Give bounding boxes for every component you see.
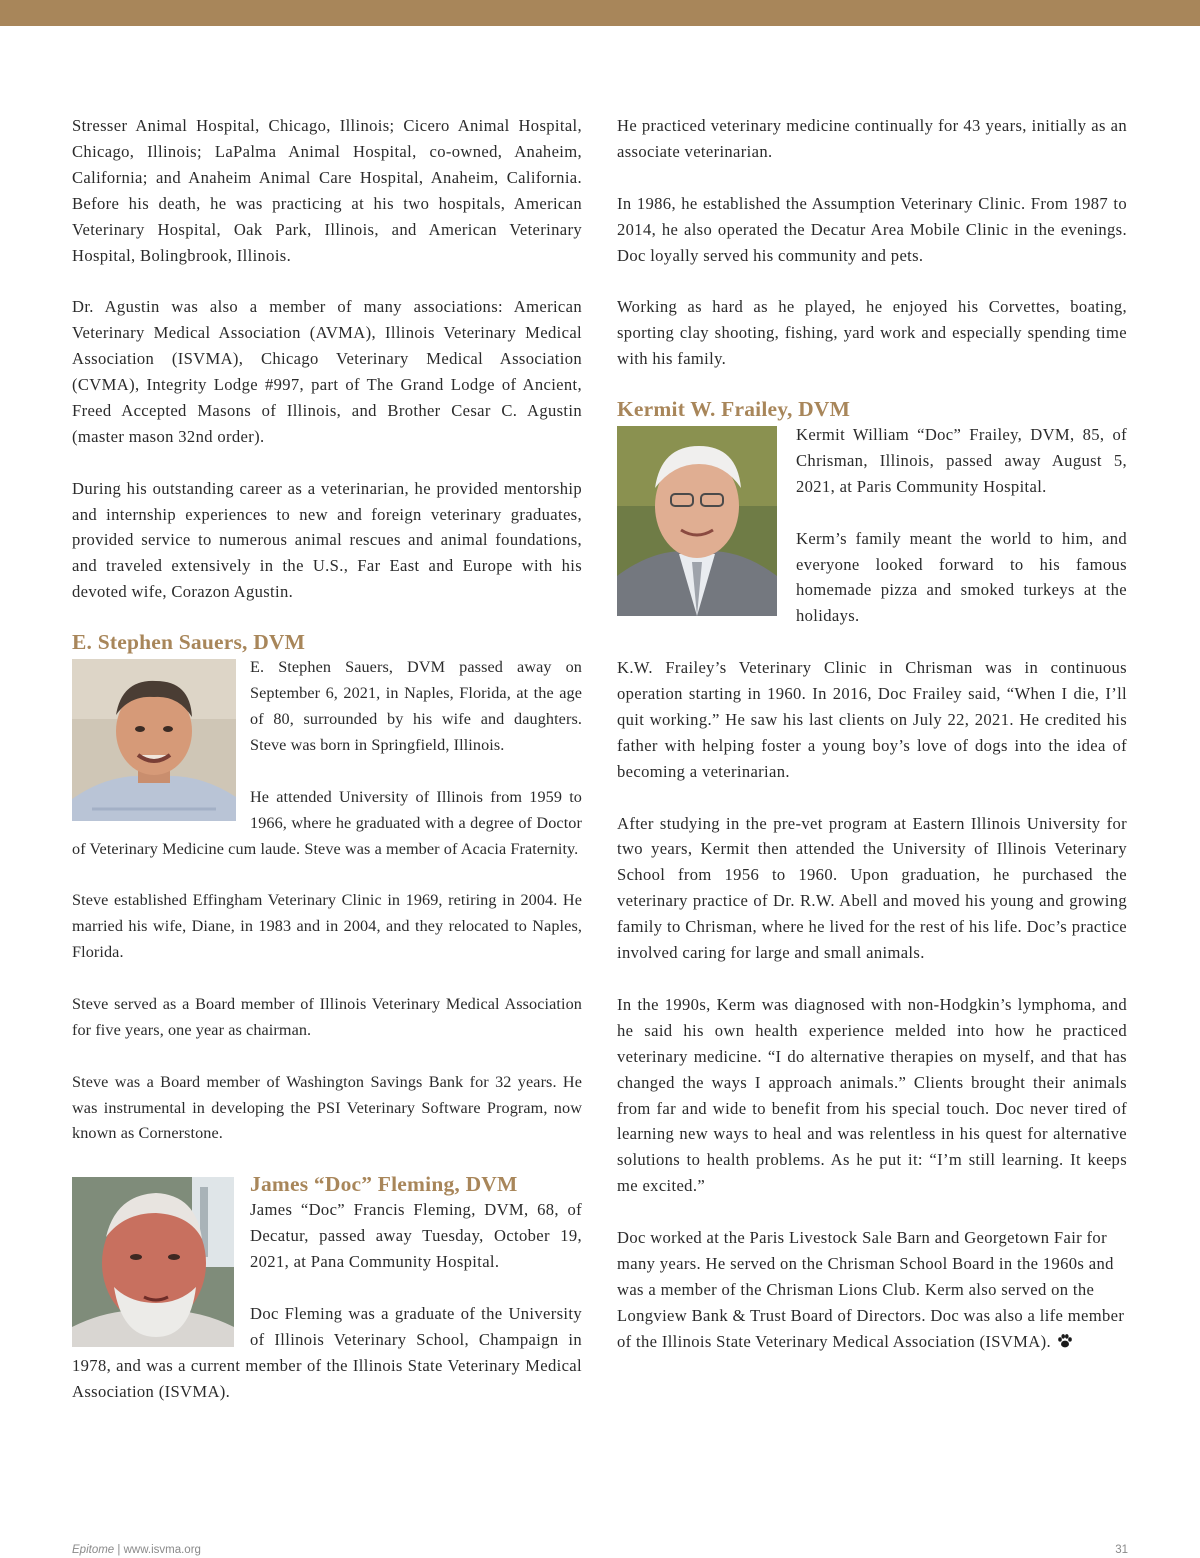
website-link[interactable]: www.isvma.org (123, 1544, 201, 1556)
paragraph: James “Doc” Francis Fleming, DVM, 68, of Decatur, passed away Tuesday, October 19, 2021, at Pana Community Hospital. (250, 1200, 582, 1272)
page-number: 31 (1115, 1544, 1128, 1556)
page-footer (72, 1544, 1128, 1556)
paragraph-text: Doc worked at the Paris Livestock Sale Barn and Georgetown Fair for many years. He served on the Chrisman School Board in the 1960s and was a member of the Chrisman Lions Club. Kerm also served on the Longview Bank & Trust Board of Directors. Doc was also a life member of the Illinois State Veterinary Medical Association (ISVMA). (617, 1228, 1125, 1351)
publication-name: Epitome (72, 1544, 115, 1556)
portrait-photo-fleming (72, 1177, 234, 1347)
portrait-photo-sauers (72, 659, 236, 821)
header-bar (0, 0, 1200, 26)
paragraph: Working as hard as he played, he enjoyed his Corvettes, boating, sporting clay shooting, fishing, yard work and especially spending time with his family. (617, 297, 1127, 369)
obituary-heading-sauers: E. Stephen Sauers, DVM (72, 630, 306, 655)
paragraph: K.W. Frailey’s Veterinary Clinic in Chrisman was in continuous operation starting in 1960. In 2016, Doc Frailey said, “When I die, I’ll quit working.” He saw his last clients on July 22, 2021. He credited his father with helping foster a young boy’s love of dogs into the idea of becoming a veterinarian. (617, 658, 1127, 781)
paragraph-last (617, 1225, 1127, 1355)
paragraph: In the 1990s, Kerm was diagnosed with non-Hodgkin’s lymphoma, and he said his own health experience melded into how he practiced veterinary medicine. “I do alternative therapies on myself, and that has changed the ways I approach animals.” Clients brought their animals from far and wide to benefit from his special touch. Doc never tired of learning new ways to heal and was relentless in his quest for alternative solutions to health problems. As he put it: “I’m still learning. It keeps me excited.” (617, 994, 1127, 1196)
paragraph: Doc Fleming was a graduate of the University of Illinois Veterinary School, Champaign in 1978, and was a current member of the Illinois State Veterinary Medical Association (ISVMA). (72, 1303, 582, 1401)
paragraph: Kermit William “Doc” Frailey, DVM, 85, of Chrisman, Illinois, passed away August 5, 2021, at Paris Community Hospital. (796, 425, 1127, 496)
paragraph: During his outstanding career as a veterinarian, he provided mentorship and internship experiences to new and foreign veterinary graduates, provided service to numerous animal rescues and animal foundations, and traveled extensively in the U.S., Far East and Europe with his devoted wife, Corazon Agustin. (72, 478, 582, 602)
paragraph: He practiced veterinary medicine continually for 43 years, initially as an associate veterinarian. (617, 116, 1127, 161)
paragraph: Steve established Effingham Veterinary Clinic in 1969, retiring in 2004. He married his wife, Diane, in 1983 and in 2004, and they relocated to Naples, Florida. (72, 891, 582, 962)
footer-separator: | (117, 1544, 121, 1556)
paragraph: Kerm’s family meant the world to him, and everyone looked forward to his famous homemade pizza and smoked turkeys at the holidays. (796, 528, 1127, 626)
paragraph: Dr. Agustin was also a member of many associations: American Veterinary Medical Association (AVMA), Illinois Veterinary Medical Association (ISVMA), Chicago Veterinary Medical Association (CVMA), Integrity Lodge #997, part of The Grand Lodge of Ancient, Freed Accepted Masons of Illinois, and Brother Cesar C. Agustin (master mason 32nd order). (72, 297, 582, 446)
paragraph: Steve was a Board member of Washington Savings Bank for 32 years. He was instrumental in developing the PSI Veterinary Software Program, now known as Cornerstone. (72, 1072, 582, 1143)
paragraph: E. Stephen Sauers, DVM passed away on September 6, 2021, in Naples, Florida, at the age of 80, surrounded by his wife and daughters. Steve was born in Springfield, Illinois. (250, 658, 582, 754)
obituary-heading-frailey: Kermit W. Frailey, DVM (617, 397, 851, 422)
paragraph: In 1986, he established the Assumption Veterinary Clinic. From 1987 to 2014, he also operated the Decatur Area Mobile Clinic in the evenings. Doc loyally served his community and pets. (617, 193, 1127, 265)
obituary-heading-fleming: James “Doc” Fleming, DVM (250, 1172, 518, 1197)
paragraph: He attended University of Illinois from 1959 to 1966, where he graduated with a degree of Doctor of Veterinary Medicine cum laude. Steve was a member of Acacia Fraternity. (72, 787, 582, 858)
paragraph: Steve served as a Board member of Illinois Veterinary Medical Association for five years, one year as chairman. (72, 994, 582, 1039)
paragraph: After studying in the pre-vet program at Eastern Illinois University for two years, Kermit then attended the University of Illinois Veterinary School from 1956 to 1960. Upon graduation, he purchased the veterinary practice of Dr. R.W. Abell and moved his young and growing family to Chrisman, where he lived for the rest of his life. Doc’s practice involved caring for large and small animals. (617, 813, 1127, 963)
portrait-photo-frailey (617, 426, 777, 616)
right-column (617, 113, 1127, 1355)
paragraph: Stresser Animal Hospital, Chicago, Illinois; Cicero Animal Hospital, Chicago, Illinois; LaPalma Animal Hospital, co-owned, Anaheim, California; and Anaheim Animal Care Hospital, Anaheim, California. Before his death, he was practicing at his two hospitals, American Veterinary Hospital, Oak Park, Illinois, and American Veterinary Hospital, Bolingbrook, Illinois. (72, 116, 582, 265)
paw-print-icon (1057, 1331, 1073, 1347)
obituary-fleming (72, 1171, 582, 1404)
left-column (72, 113, 582, 1405)
